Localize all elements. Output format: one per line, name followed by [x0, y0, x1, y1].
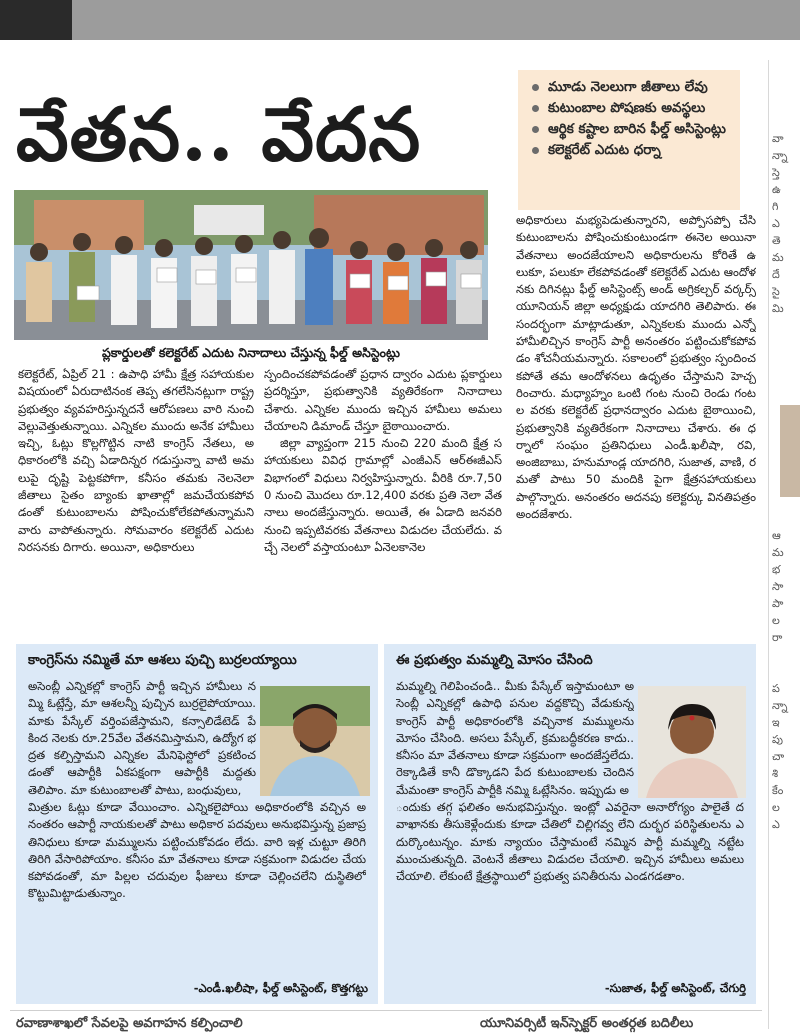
article-paragraph: కలెక్టరేట్, ఏప్రిల్ 21 : ఉపాధి హామీ క్షేత్ర సహాయకుల విషయంలో ఏరుదాటినంక తెప్ప తగలేసినట్లుగా రాష్ట్ర ప్రభుత్వం వ్యవహరిస్తున్నదనే ఆరోపణలు వారి నుంచి వెల్లువెత్తుతున్నాయి. ఎన్నికల ముందు అనేక హామీలు ఇచ్చి, ఓట్లు కొల్లగొట్టిన నాటి కాంగ్రెస్ నేతలు, అధికారంలోకి వచ్చి ఏడాదిన్నర గడుస్తున్నా వాటి అమలుపై దృష్టి పెట్టకపోగా, కనీసం తమకు నెలనెలా జీతాలు సైతం బ్యాంకు ఖాతాల్లో జమచేయకపోవడంతో కుటుంబాలను పోషించుకోలేకపోతున్నామని వారు వాపోతున్నారు. సోమవారం కలెక్టరేట్ ఎదుట నిరసనకు దిగారు. అయినా, అధికారులు [18, 367, 254, 554]
portrait-illustration [638, 686, 746, 798]
quote-body-top [396, 678, 634, 798]
quote-title: కాంగ్రెస్‌ను నమ్మితే మా ఆశలు పుచ్చి బుర్రలయ్యాయి [28, 652, 297, 668]
highlight-item: కుటుంబాల పోషణకు అవస్థలు [532, 99, 732, 117]
article-column-3 [516, 212, 756, 628]
highlight-item: కలెక్టరేట్ ఎదుట ధర్నా [532, 141, 732, 159]
bottom-rule [10, 1010, 762, 1011]
headline: వేతన.. వేదన [16, 92, 422, 178]
protest-photo-illustration [14, 190, 488, 340]
quote-paragraph: ందుకు తగ్గ ఫలితం అనుభవిస్తున్నం. ఇంట్లో ఎవరైనా అనారోగ్యం పాలైతే దవాఖానకు తీసుకెళ్లేందుకు కూడా చేతిలో చిల్లిగవ్వ లేని దుర్భర పరిస్థితులను ఎదుర్కొంటున్నం. మాకు న్యాయం చేస్తామంటే నమ్మిన పార్టీ మమ్మల్ని నట్టేట ముంచుతున్నది. వెంటనే జీతాలు విడుదల చేయాలి. ఇచ్చిన హామీలు అమలు చేయాలి. లేకుంటే క్షేత్రస్థాయిలో ప్రభుత్వ పనితీరును ఎండగడతాం. [396, 800, 744, 884]
next-headline-right: యూనివర్సిటీ ఇన్‌స్పెక్టర్ అంతర్గత బదిలీలు [480, 1016, 694, 1031]
quote-paragraph: మిత్రుల ఓట్లు కూడా వేయించాం. ఎన్నికలైపోయి అధికారంలోకి వచ్చిన అనంతరం ఆపార్టీ నాయకులతో పాటు అధికార పదవులు అనుభవిస్తున్న ప్రజాప్రతినిధులు కూడా మమ్ములను పట్టించుకోవడం లేదు. వారి ఇళ్ల చుట్టూ తిరిగి తిరిగి వేసారిపోయాం. కనీసం మా వేతనాలు కూడా సక్రమంగా విడుదల చేయకపోవడంతో, మా పిల్లల చదువుల ఫీజులు కూడా చెల్లించలేని దుస్థితిలో కొట్టుమిట్టాడుతున్నాం. [28, 800, 366, 901]
highlight-item: ఆర్థిక కష్టాల బారిన ఫీల్డ్ అసిస్టెంట్లు [532, 120, 732, 138]
article-paragraph: స్పందించకపోవడంతో ప్రధాన ద్వారం ఎదుట ప్లకార్డులు ప్రదర్శిస్తూ, ప్రభుత్వానికి వ్యతిరేకంగా నినాదాలు చేశారు. ఎన్నికల ముందు ఇచ్చిన హామీలు అమలు చేయాలని డిమాండ్ చేస్తూ బైఠాయించారు. [264, 367, 502, 433]
quote-box-right [384, 644, 756, 1004]
quote-body-top [28, 678, 256, 798]
quote-byline: -సుజాత, ఫీల్డ్ అసిస్టెంట్, చేగుర్తి [604, 981, 746, 995]
portrait-illustration [260, 686, 370, 796]
top-bar [0, 0, 800, 40]
portrait-khaleesha [260, 686, 370, 796]
photo-caption: ప్లకార్డులతో కలెక్టరేట్ ఎదుట నినాదాలు చేస్తున్న ఫీల్డ్ అసిస్టెంట్లు [102, 345, 400, 360]
article-column-1 [18, 366, 254, 628]
quote-box-left [16, 644, 378, 1004]
highlight-item: మూడు నెలలుగా జీతాలు లేవు [532, 78, 732, 96]
portrait-sujatha [638, 686, 746, 798]
top-bar-corner [0, 0, 72, 40]
protest-photo [14, 190, 488, 340]
article-page [10, 62, 762, 1029]
quote-title: ఈ ప్రభుత్వం మమ్మల్ని మోసం చేసింది [396, 652, 593, 668]
quote-paragraph: అసెంబ్లీ ఎన్నికల్లో కాంగ్రెస్ పార్టీ ఇచ్చిన హామీలు నమ్మి ఓట్లేస్తే, మా ఆశలన్నీ పుచ్చిన బుర్రలైపోయాయి. మాకు పేస్కేల్ వర్తింపజేస్తామని, కన్సాలిడేటెడ్ పే కింద నెలకు రూ.25వేల వేతనమిస్తామని, ఉద్యోగ భద్రత కల్పిస్తామని ఎన్నికల మేనిఫెస్టోలో ప్రకటించడంతో ఆపార్టీకి ఏకపక్షంగా ఆపార్టీకి మద్దతు తెలిపాం. మా కుటుంబాలతో పాటు, బంధువులు, [28, 679, 256, 797]
quote-body-bottom [396, 799, 744, 976]
highlights-box [518, 70, 740, 210]
adjacent-text: వా న్నా స్తె ఉ గి ఎ తె మ దే సై మి [772, 132, 788, 315]
article-column-2 [264, 366, 502, 628]
article-paragraph: అధికారులు మభ్యపెడుతున్నారని, అప్పోసప్పో చేసి కుటుంబాలను పోషించుకుంటుండగా ఈనెల అయినా వేతనాలు అందజేయాలని అధికారులను కోరితే ఉలుకూ, పలుకూ లేకపోవడంతో కలెక్టరేట్ ఎదుట ఆందోళనకు దిగినట్లు ఫీల్డ్ అసిస్టెంట్స్ అండ్ అగ్రికల్చర్ వర్కర్స్ యూనియన్ జిల్లా అధ్యక్షుడు యాదగిరి తెలిపారు. ఈ సందర్భంగా మాట్లాడుతూ, ఎన్నికలకు ముందు ఎన్నో హామీలిచ్చిన కాంగ్రెస్ పార్టీ అనంతరం పట్టించుకోకపోవడం శోచనీయమన్నారు. సకాలంలో ప్రభుత్వం స్పందించకపోతే తమ ఆందోళనలు ఉధృతం చేస్తామని హెచ్చరించారు. మధ్యాహ్నం ఒంటి గంట నుంచి రెండు గంటల వరకు కలెక్టరేట్ ప్రధానద్వారం ఎదుట బైఠాయించి, ప్రభుత్వానికి వ్యతిరేకంగా నినాదాలు చేశారు. ఈ ధర్నాలో సంఘం ప్రతినిధులు ఎండీ.ఖలీషా, రవి, అంజిబాబు, హనుమాండ్ల యాదగిరి, సుజాత, వాణి, రమతో పాటు 50 మందికి పైగా క్షేత్రసహాయకులు పాల్గొన్నారు. అనంతరం అదనపు కలెక్టర్కు వినతిపత్రం అందజేశారు. [516, 213, 756, 522]
next-headline-left: రవాణాశాఖలో సేవలపై అవగాహన కల్పించాలి [16, 1016, 243, 1031]
adjacent-text-2: ఆ మ భ సా పా ల రా ప న్నా ఇ పు చా శి కేం ల ఎ [772, 529, 788, 831]
quote-byline: -ఎండీ.ఖలీషా, ఫీల్డ్ అసిస్టెంట్, కొత్తగట్టు [193, 981, 368, 995]
quote-body-bottom [28, 799, 366, 976]
quote-paragraph: మమ్మల్ని గెలిపించండి.. మీకు పేస్కేల్ ఇస్తామంటూ అసెంబ్లీ ఎన్నికల్లో ఉపాధి పనుల వద్దకొచ్చి వేడుకున్న కాంగ్రెస్ పార్టీ అధికారంలోకి వచ్చినాక మమ్ములను మోసం చేసింది. అసలు పేస్కేల్, క్రమబద్ధీకరణ కాదు.. కనీసం మా వేతనాలు కూడా సక్రమంగా అందజేస్తలేదు. రెక్కాడితే కానీ డొక్కాడని పేద కుటుంబాలకు చెందిన మేమంతా కాంగ్రెస్ పార్టీకి నమ్మి ఓట్లేసినం. ఇప్పుడు అ [396, 679, 634, 797]
adjacent-photo [780, 405, 800, 497]
column-rule [768, 60, 769, 1029]
adjacent-article-strip [772, 60, 800, 1029]
article-paragraph: జిల్లా వ్యాప్తంగా 215 నుంచి 220 మంది క్షేత్ర సహాయకులు వివిధ గ్రామాల్లో ఎంజీఎన్ ఆర్ఈజీఎస్ విభాగంలో విధులు నిర్వహిస్తున్నారు. వీరికి రూ.7,500 నుంచి మొదలు రూ.12,400 వరకు ప్రతి నెలా వేతనాలు అందజేస్తున్నారు. అయితే, ఈ ఏడాది జనవరి నుంచి ఇప్పటివరకు వేతనాలు విడుదల చేయలేదు. వచ్చే నెలలో వస్తాయంటూ ఏనెలకానెల [264, 436, 502, 554]
